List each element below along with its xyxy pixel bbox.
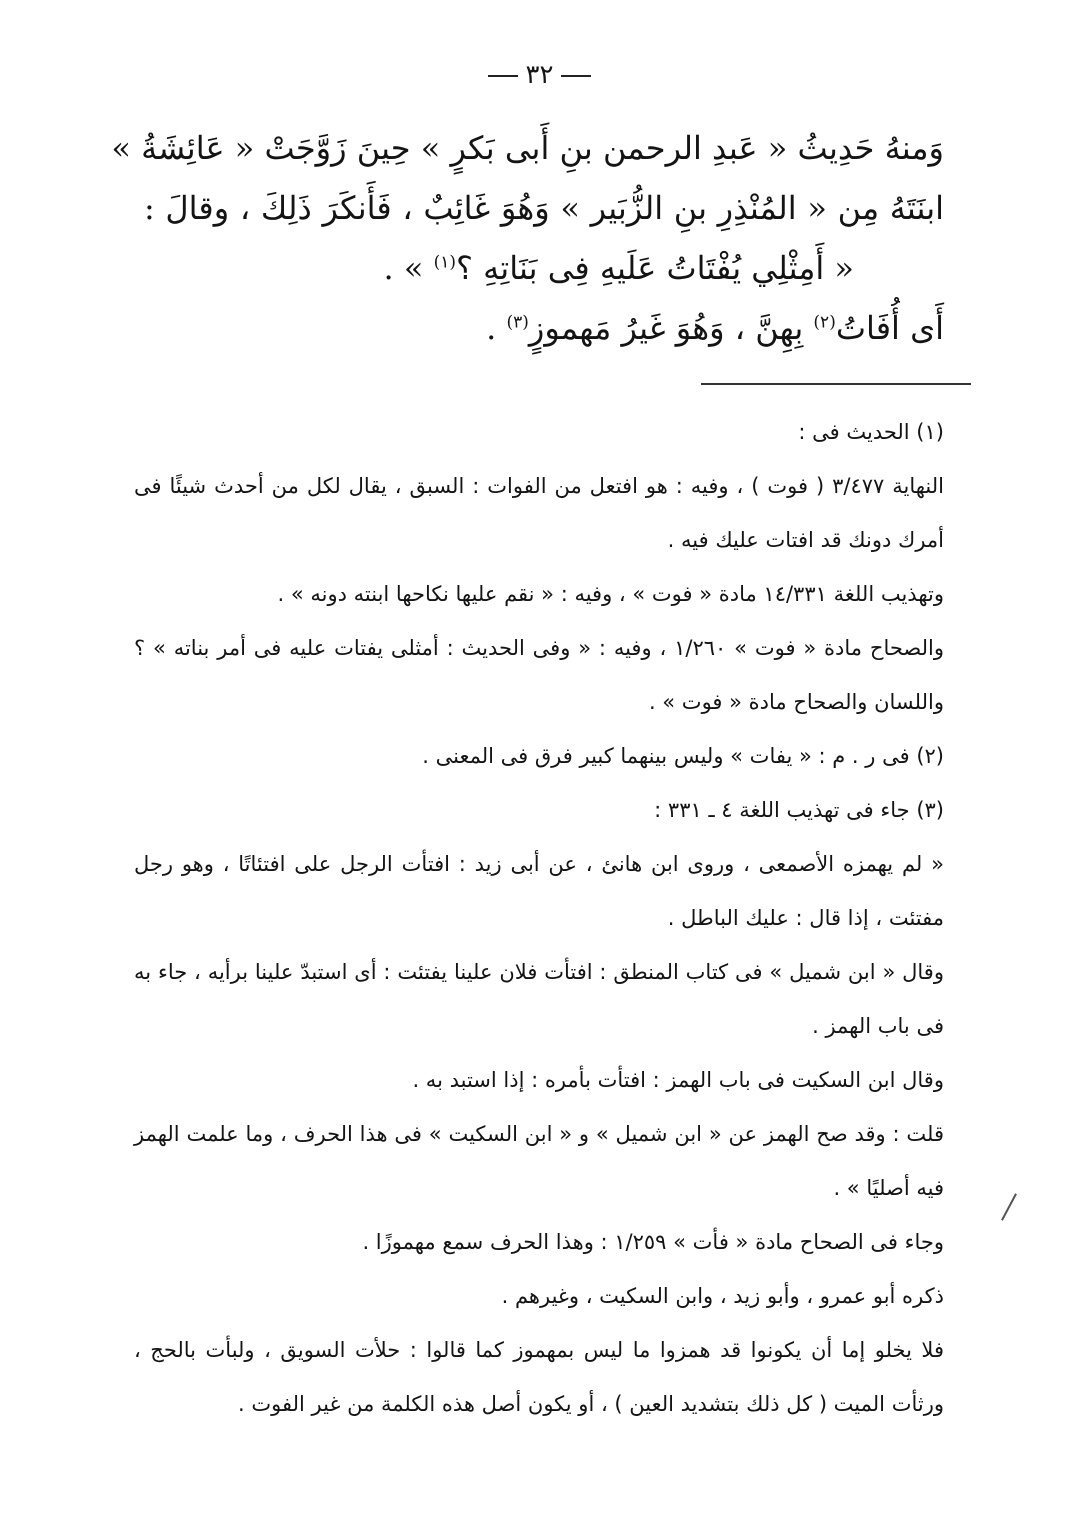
main-line-4	[144, 298, 944, 358]
main-line-3-end: » .	[383, 249, 424, 287]
main-line-4-a: أَى أُفَاتُ	[835, 309, 944, 347]
main-line-4-b: بِهِنَّ ، وَهُوَ غَيرُ مَهموزٍ	[528, 309, 804, 347]
footnotes	[134, 405, 944, 1431]
footnote-3-paragraph-3: وقال ابن السكيت فى باب الهمز : افتأت بأمره : إذا استبد به .	[412, 1068, 944, 1092]
footnote-ref-1[interactable]: (١)	[433, 252, 456, 273]
footnote-3-paragraph-7: فلا يخلو إما أن يكونوا قد همزوا ما ليس بمهموز كما قالوا : حلأت السويق ، ولبأت بالحج ، ورثأت الميت ( كل ذلك بتشديد العين ) ، أو يكون أصل هذه الكلمة من غير الفوت .	[134, 1338, 944, 1416]
footnote-2: (٢) فى ر . م : « يفات » وليس بينهما كبير فرق فى المعنى .	[422, 744, 944, 768]
page-number	[0, 60, 1079, 90]
margin-pen-mark	[1001, 1193, 1017, 1220]
footnote-3-paragraph-6: ذكره أبو عمرو ، وأبو زيد ، وابن السكيت ، وغيرهم .	[501, 1284, 944, 1308]
footnote-3-paragraph-1: « لم يهمزه الأصمعى ، وروى ابن هانئ ، عن أبى زيد : افتأت الرجل على افتئاتًا ، وهو رجل مفتئت ، إذا قال : عليك الباطل .	[134, 852, 944, 930]
footnote-1-paragraph-1: النهاية ٣/٤٧٧ ( فوت ) ، وفيه : هو افتعل من الفوات : السبق ، يقال لكل من أحدث شيئًا فى أمرك دونك قد افتات عليك فيه .	[134, 474, 944, 552]
page-number-dash-right	[561, 75, 591, 77]
main-line-3	[144, 238, 944, 298]
footnote-3-paragraph-2: وقال « ابن شميل » فى كتاب المنطق : افتأت فلان علينا يفتئت : أى استبدّ علينا برأيه ، جاء به فى باب الهمز .	[134, 960, 944, 1038]
main-text	[111, 118, 944, 358]
page-number-dash-left	[488, 75, 518, 77]
footnote-ref-3[interactable]: (٣)	[506, 312, 529, 333]
footnote-1-heading: (١) الحديث فى :	[798, 420, 944, 444]
footnote-1-paragraph-2: وتهذيب اللغة ١٤/٣٣١ مادة « فوت » ، وفيه : « نقم عليها نكاحها ابنته دونه » .	[277, 582, 944, 606]
footnote-3-heading: (٣) جاء فى تهذيب اللغة ٤ ـ ٣٣١ :	[654, 798, 944, 822]
main-line-2: ابنَتَهُ مِن « المُنْذِرِ بنِ الزُّبَير » وَهُوَ غَائِبٌ ، فَأَنكَرَ ذَلِكَ ، وقالَ :	[144, 189, 944, 227]
footnote-separator	[701, 383, 971, 385]
footnote-ref-2[interactable]: (٢)	[813, 312, 836, 333]
footnote-3-paragraph-5: وجاء فى الصحاح مادة « فأت » ١/٢٥٩ : وهذا الحرف سمع مهموزًا .	[362, 1230, 944, 1254]
main-line-3-text: « أَمِثْلِي يُفْتَاتُ عَلَيهِ فِى بَنَاتِهِ ؟	[455, 249, 854, 287]
main-line-1: وَمنهُ حَدِيثُ « عَبدِ الرحمن بنِ أَبى بَكرٍ » حِينَ زَوَّجَتْ « عَائِشَةُ »	[111, 129, 944, 167]
footnote-1-paragraph-3: والصحاح مادة « فوت » ١/٢٦٠ ، وفيه : « وفى الحديث : أمثلى يفتات عليه فى أمر بناته » ؟ واللسان والصحاح مادة « فوت » .	[134, 636, 944, 714]
page-number-text: ٣٢	[525, 60, 554, 90]
main-line-4-end: .	[486, 309, 497, 347]
footnote-3-paragraph-4: قلت : وقد صح الهمز عن « ابن شميل » و « ابن السكيت » فى هذا الحرف ، وما علمت الهمز فيه أصليًا » .	[134, 1122, 944, 1200]
